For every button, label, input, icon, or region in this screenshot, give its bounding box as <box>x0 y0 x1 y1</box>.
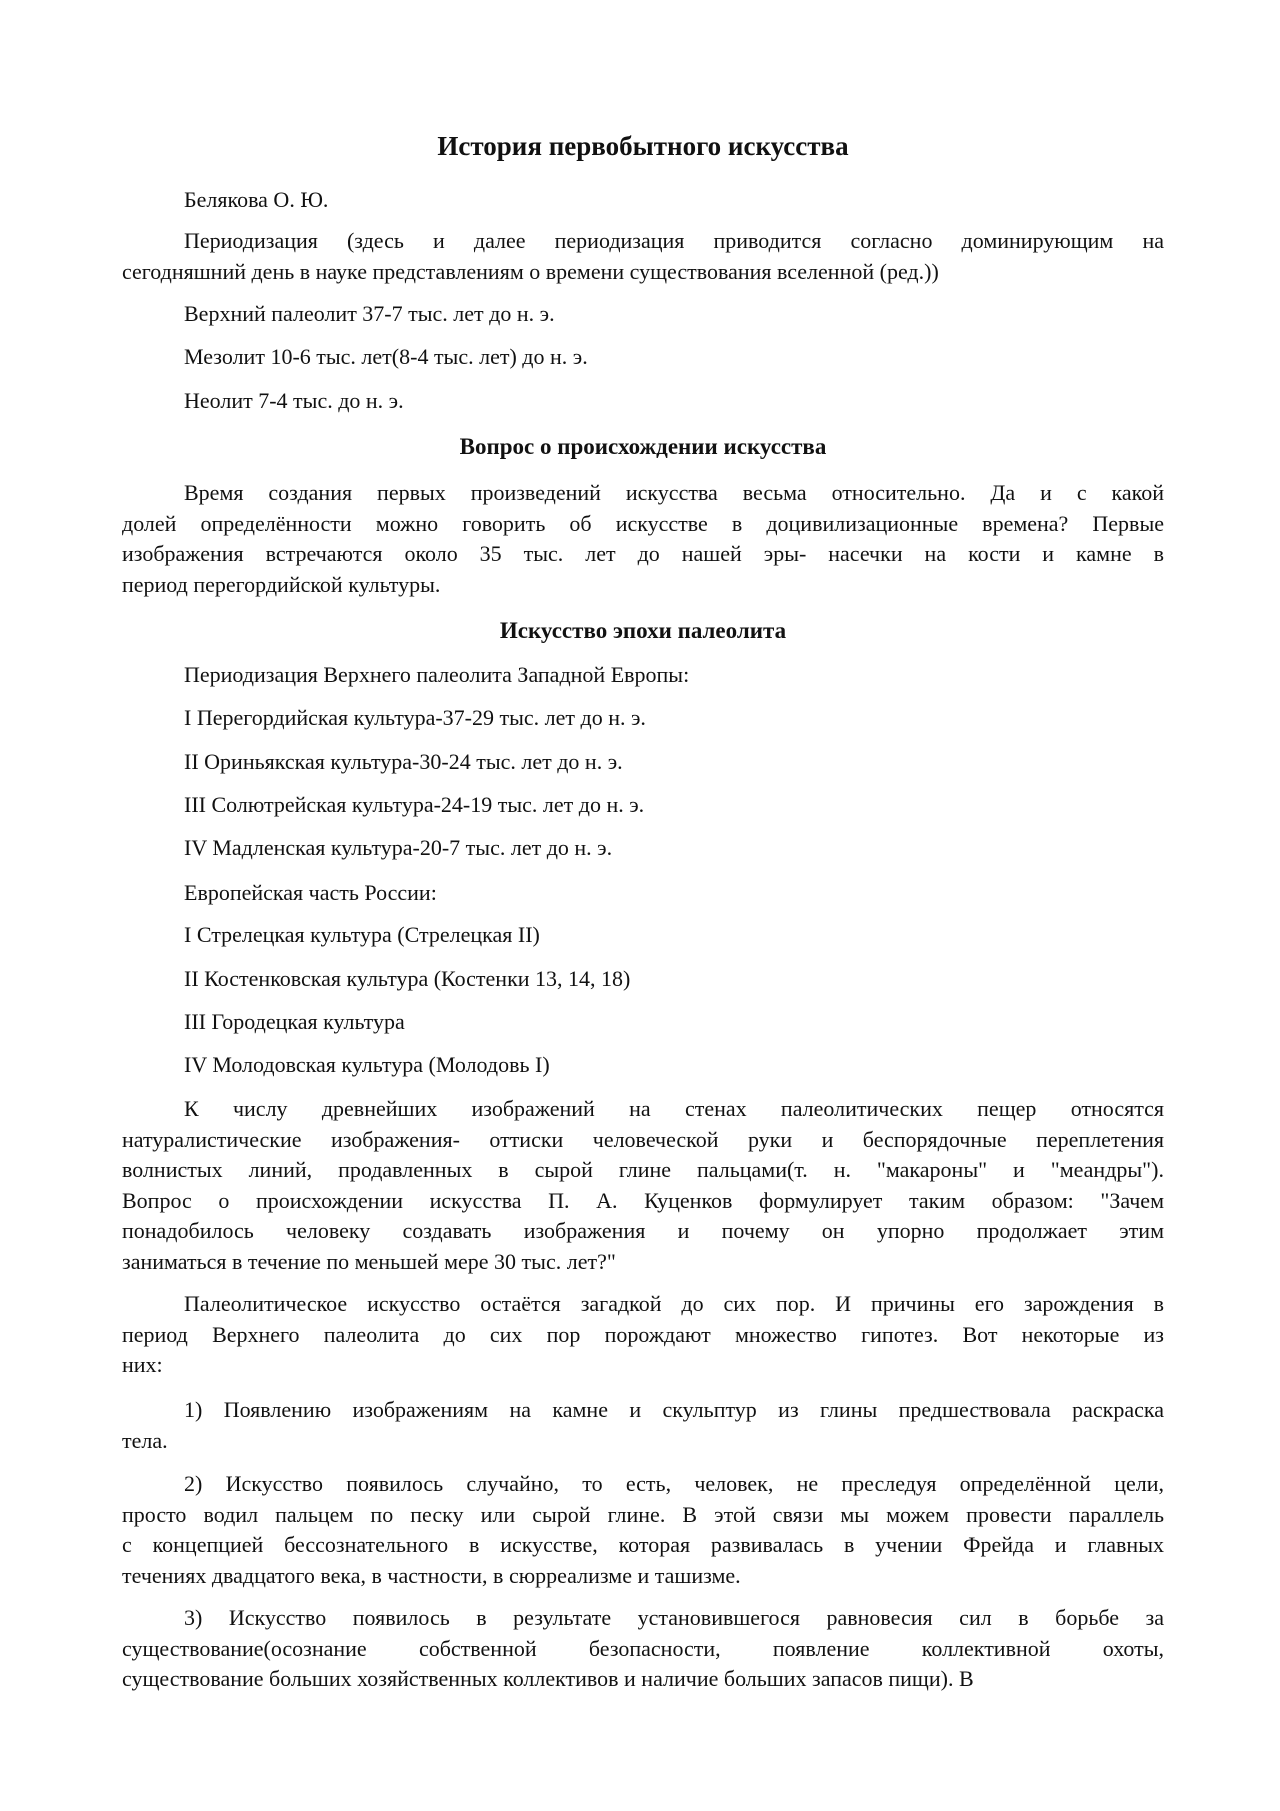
section-heading: Вопрос о происхождении искусства <box>459 434 827 459</box>
paragraph-line: Вопрос о происхождении искусства П. А. Куценков формулирует таким образом: "Зачем <box>122 1187 1164 1213</box>
paragraph-line: II Ориньякская культура-30-24 тыс. лет до н. э. <box>184 749 623 774</box>
paragraph-line: Периодизация Верхнего палеолита Западной Европы: <box>184 662 690 687</box>
paragraph-line: Периодизация (здесь и далее периодизация приводится согласно доминирующим на <box>184 228 1164 253</box>
author-line: Белякова О. Ю. <box>184 187 329 212</box>
paragraph-line: К числу древнейших изображений на стенах палеолитических пещер относятся <box>184 1096 1164 1121</box>
paragraph-line: существование(осознание собственной безопасности, появление коллективной охоты, <box>122 1635 1164 1661</box>
paragraph-line: существование больших хозяйственных коллективов и наличие больших запасов пищи). В <box>122 1666 974 1692</box>
paragraph-line: заниматься в течение по меньшей мере 30 тыс. лет?" <box>122 1249 616 1274</box>
paragraph-line: II Костенковская культура (Костенки 13, 14, 18) <box>184 966 631 991</box>
paragraph-line: тела. <box>122 1427 168 1453</box>
paragraph-line: Неолит 7-4 тыс. до н. э. <box>184 388 404 413</box>
paragraph-line: период перегордийской культуры. <box>122 571 441 597</box>
paragraph-line: них: <box>122 1352 163 1378</box>
paragraph-line: I Стрелецкая культура (Стрелецкая II) <box>184 922 540 947</box>
paragraph-line: сегодняшний день в науке представлениям о времени существования вселенной (ред.)) <box>122 258 939 284</box>
paragraph-line: 1) Появлению изображениям на камне и скульптур из глины предшествовала раскраска <box>184 1397 1164 1422</box>
paragraph-line: Верхний палеолит 37-7 тыс. лет до н. э. <box>184 301 555 326</box>
paragraph-line: волнистых линий, продавленных в сырой глине пальцами(т. н. "макароны" и "меандры"). <box>122 1157 1164 1183</box>
paragraph-line: период Верхнего палеолита до сих пор порождают множество гипотез. Вот некоторые из <box>122 1321 1164 1347</box>
paragraph-line: Время создания первых произведений искусства весьма относительно. Да и с какой <box>184 480 1164 505</box>
paragraph-line: натуралистические изображения- оттиски человеческой руки и беспорядочные переплетения <box>122 1126 1164 1152</box>
paragraph-line: III Городецкая культура <box>184 1009 405 1034</box>
paragraph-line: просто водил пальцем по песку или сырой глине. В этой связи мы можем провести параллель <box>122 1501 1164 1527</box>
paragraph-line: течениях двадцатого века, в частности, в сюрреализме и ташизме. <box>122 1562 741 1588</box>
paragraph-line: с концепцией бессознательного в искусстве, которая развивалась в учении Фрейда и главных <box>122 1532 1164 1558</box>
section-heading: Искусство эпохи палеолита <box>499 618 787 643</box>
paragraph-line: IV Молодовская культура (Молодовь I) <box>184 1052 550 1077</box>
document-title: История первобытного искусства <box>437 131 849 161</box>
paragraph-line: долей определённости можно говорить об искусстве в доцивилизационные времена? Первые <box>122 510 1164 536</box>
paragraph-line: Палеолитическое искусство остаётся загадкой до сих пор. И причины его зарождения в <box>184 1291 1164 1316</box>
paragraph-line: Мезолит 10-6 тыс. лет(8-4 тыс. лет) до н. э. <box>184 344 588 369</box>
paragraph-line: III Солютрейская культура-24-19 тыс. лет до н. э. <box>184 792 645 817</box>
paragraph-line: IV Мадленская культура-20-7 тыс. лет до н. э. <box>184 835 613 860</box>
paragraph-line: 3) Искусство появилось в результате установившегося равновесия сил в борьбе за <box>184 1605 1164 1630</box>
paragraph-line: Европейская часть России: <box>184 880 437 905</box>
paragraph-line: понадобилось человеку создавать изображения и почему он упорно продолжает этим <box>122 1218 1164 1244</box>
paragraph-line: изображения встречаются около 35 тыс. лет до нашей эры- насечки на кости и камне в <box>122 541 1164 567</box>
paragraph-line: 2) Искусство появилось случайно, то есть, человек, не преследуя определённой цели, <box>184 1471 1164 1496</box>
paragraph-line: I Перегордийская культура-37-29 тыс. лет до н. э. <box>184 705 646 730</box>
